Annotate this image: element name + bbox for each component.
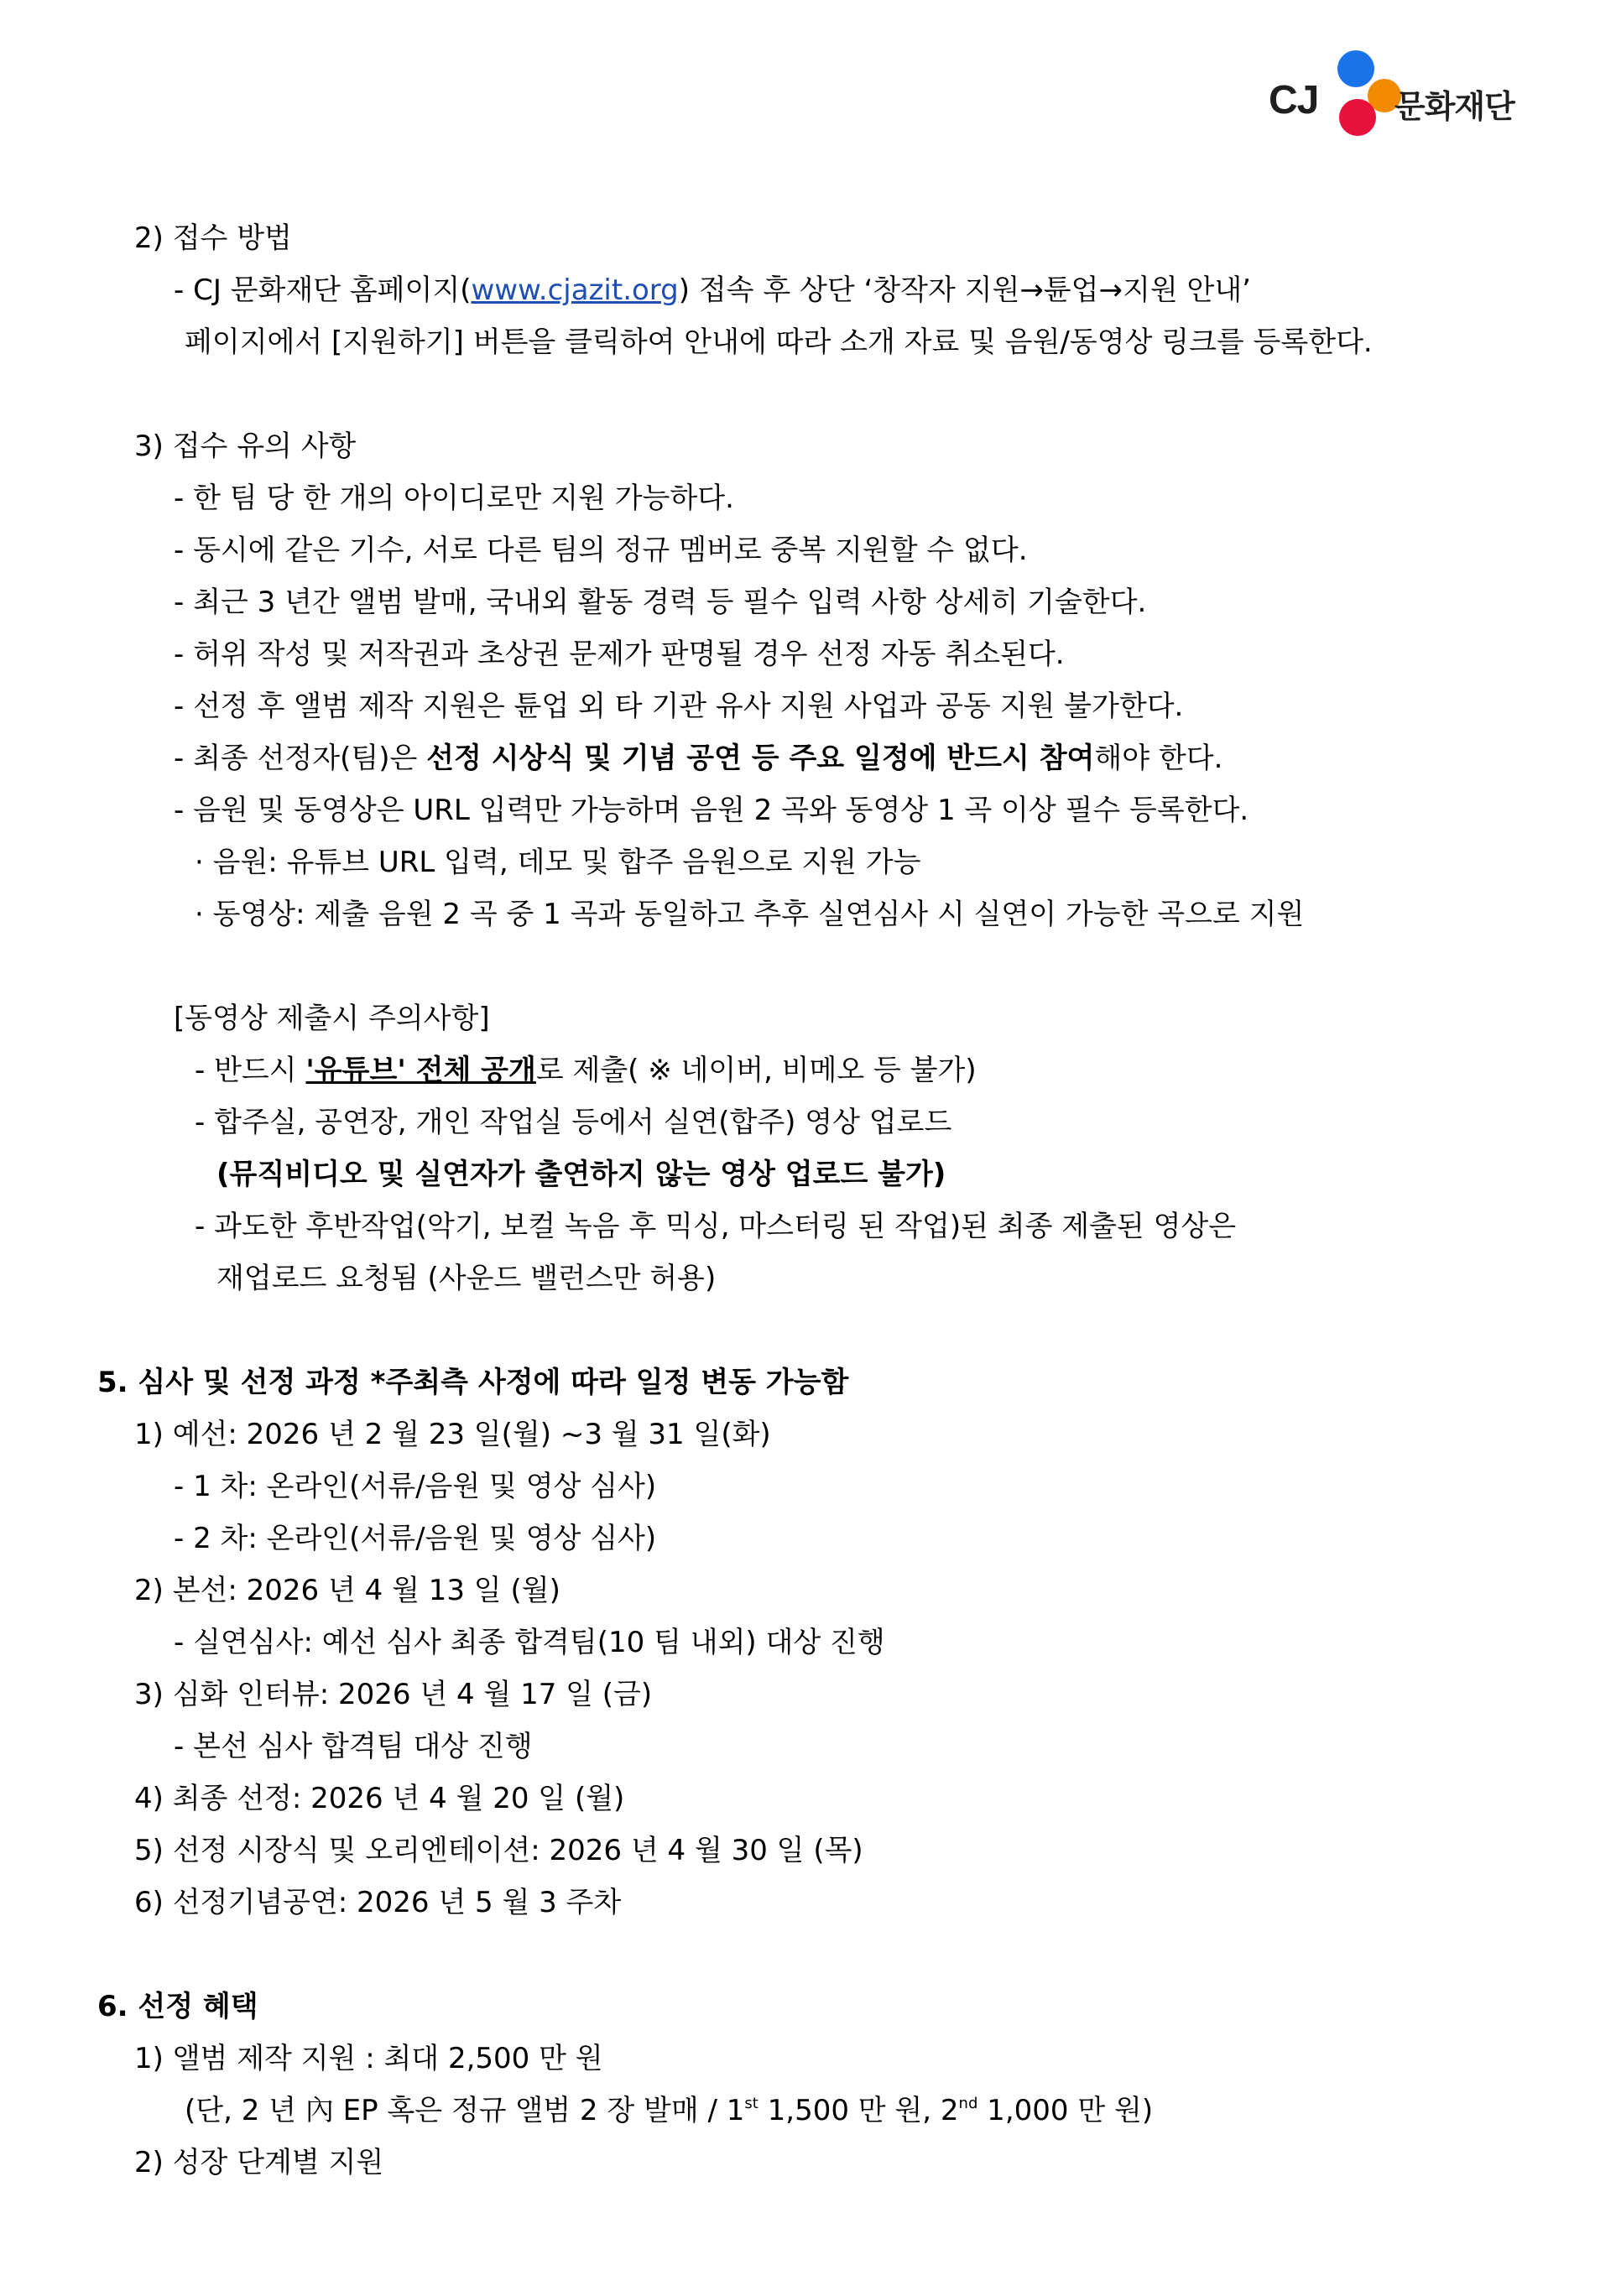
- list-item: - 동시에 같은 기수, 서로 다른 팀의 정규 멤버로 중복 지원할 수 없다.: [174, 534, 1028, 567]
- schedule-subitem: - 실연심사: 예선 심사 최종 합격팀(10 팀 내외) 대상 진행: [174, 1626, 885, 1659]
- notice-line: - 과도한 후반작업(악기, 보컬 녹음 후 믹싱, 마스터링 된 작업)된 최종 제출된 영상은: [195, 1210, 1237, 1243]
- benefit-item: 2) 성장 단계별 지원: [134, 2146, 384, 2179]
- paragraph-line: - CJ 문화재단 홈페이지(www.cjazit.org) 접속 후 상단 ‘창작자 지원→튠업→지원 안내’: [174, 273, 1251, 307]
- logo-org-text: 문화재단: [1394, 88, 1514, 125]
- section-heading: 3) 접수 유의 사항: [134, 430, 357, 463]
- notice-heading: [동영상 제출시 주의사항]: [174, 1002, 490, 1035]
- schedule-item: 3) 심화 인터뷰: 2026 년 4 월 17 일 (금): [134, 1678, 653, 1711]
- benefit-item: 1) 앨범 제작 지원 : 최대 2,500 만 원: [134, 2042, 603, 2075]
- schedule-item: 5) 선정 시장식 및 오리엔테이션: 2026 년 4 월 30 일 (목): [134, 1834, 863, 1867]
- homepage-link[interactable]: www.cjazit.org: [471, 273, 679, 307]
- sub-list-item: · 동영상: 제출 음원 2 곡 중 1 곡과 동일하고 추후 실연심사 시 실연이 가능한 곡으로 지원: [195, 898, 1305, 931]
- notice-line-bold: (뮤직비디오 및 실연자가 출연하지 않는 영상 업로드 불가): [216, 1158, 946, 1191]
- section-heading: 2) 접수 방법: [134, 221, 292, 255]
- schedule-item: 1) 예선: 2026 년 2 월 23 일(월) ~3 월 31 일(화): [134, 1418, 771, 1451]
- section-heading: 5. 심사 및 선정 과정 *주최측 사정에 따라 일정 변동 가능함: [97, 1366, 849, 1399]
- schedule-subitem: - 1 차: 온라인(서류/음원 및 영상 심사): [174, 1470, 657, 1503]
- list-item: - 선정 후 앨범 제작 지원은 튠업 외 타 기관 유사 지원 사업과 공동 지원 불가한다.: [174, 690, 1184, 723]
- list-item: - 최근 3 년간 앨범 발매, 국내외 활동 경력 등 필수 입력 사항 상세히 기술한다.: [174, 586, 1147, 619]
- schedule-item: 2) 본선: 2026 년 4 월 13 일 (월): [134, 1574, 560, 1607]
- notice-line: 재업로드 요청됨 (사운드 밸런스만 허용): [216, 1262, 717, 1295]
- notice-line: - 합주실, 공연장, 개인 작업실 등에서 실연(합주) 영상 업로드: [195, 1106, 952, 1139]
- schedule-subitem: - 본선 심사 합격팀 대상 진행: [174, 1730, 533, 1763]
- schedule-item: 4) 최종 선정: 2026 년 4 월 20 일 (월): [134, 1782, 625, 1815]
- list-item: - 음원 및 동영상은 URL 입력만 가능하며 음원 2 곡와 동영상 1 곡 이상 필수 등록한다.: [174, 794, 1249, 827]
- paragraph-line: 페이지에서 [지원하기] 버튼을 클릭하여 안내에 따라 소개 자료 및 음원/동영상 링크를 등록한다.: [185, 325, 1373, 359]
- notice-line: - 반드시 '유튜브' 전체 공개로 제출( ※ 네이버, 비메오 등 불가): [195, 1054, 977, 1087]
- sub-list-item: · 음원: 유튜브 URL 입력, 데모 및 합주 음원으로 지원 가능: [195, 846, 921, 879]
- cj-flower-icon: [1317, 44, 1401, 144]
- section-heading: 6. 선정 혜택: [97, 1990, 258, 2023]
- cj-foundation-logo: [1269, 44, 1520, 153]
- list-item: - 최종 선정자(팀)은 선정 시상식 및 기념 공연 등 주요 일정에 반드시 참여해야 한다.: [174, 742, 1223, 775]
- schedule-subitem: - 2 차: 온라인(서류/음원 및 영상 심사): [174, 1522, 657, 1555]
- schedule-item: 6) 선정기념공연: 2026 년 5 월 3 주차: [134, 1886, 622, 1919]
- list-item: - 한 팀 당 한 개의 아이디로만 지원 가능하다.: [174, 482, 734, 515]
- benefit-note: (단, 2 년 內 EP 혹은 정규 앨범 2 장 발매 / 1st 1,500 만 원, 2nd 1,000 만 원): [185, 2094, 1154, 2127]
- logo-cj-text: CJ: [1269, 78, 1319, 122]
- list-item: - 허위 작성 및 저작권과 초상권 문제가 판명될 경우 선정 자동 취소된다.: [174, 638, 1065, 671]
